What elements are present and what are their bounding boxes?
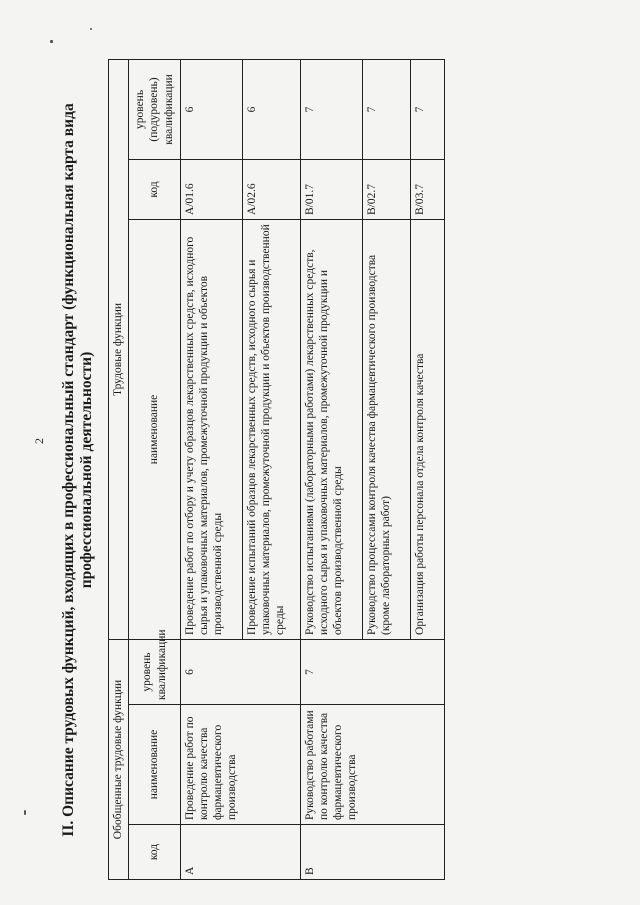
- group-code: B: [301, 825, 445, 880]
- scan-speck: [50, 40, 53, 43]
- function-name: Проведение работ по отбору и учету образцов лекарственных средств, исходного сырья и упаковочных материалов, промежуточной продукции и объектов производственной среды: [181, 219, 243, 639]
- function-code: B/01.7: [301, 159, 363, 219]
- function-code: B/03.7: [411, 159, 445, 219]
- section-title-line1: II. Описание трудовых функций, входящих в профессиональный стандарт (функциональная карта вида: [60, 103, 77, 837]
- group-name: Руководство работами по контролю качества фармацевтического производства: [301, 705, 445, 825]
- header-level: уровень квалификации: [129, 639, 181, 704]
- functions-table: [108, 59, 445, 880]
- function-level: 6: [243, 59, 301, 159]
- function-name: Организация работы персонала отдела контроля качества: [411, 219, 445, 639]
- function-code: B/02.7: [363, 159, 411, 219]
- function-level: 7: [363, 59, 411, 159]
- header-tf-code: код: [129, 159, 181, 219]
- function-code: A/02.6: [243, 159, 301, 219]
- table-row: [301, 59, 363, 879]
- function-name: Руководство испытаниями (лабораторными работами) лекарственных средств, исходного сырья и упаковочных материалов, промежуточной продукции и объектов производственной среды: [301, 219, 363, 639]
- rotated-content: [60, 60, 640, 880]
- scan-speck: [24, 810, 26, 815]
- header-name: наименование: [129, 705, 181, 825]
- group-level: 6: [181, 639, 301, 704]
- function-level: 7: [301, 59, 363, 159]
- header-tf-level: уровень (подуровень) квалификации: [129, 59, 181, 159]
- table-row: [181, 59, 243, 879]
- function-code: A/01.6: [181, 159, 243, 219]
- header-tf-name: наименование: [129, 219, 181, 639]
- group-level: 7: [301, 639, 445, 704]
- header-code: код: [129, 825, 181, 880]
- section-title-line2: профессиональной деятельности): [77, 351, 95, 589]
- header-generalized: Обобщенные трудовые функции: [109, 639, 129, 879]
- function-level: 7: [411, 59, 445, 159]
- group-code: A: [181, 825, 301, 880]
- page-number: 2: [32, 438, 46, 444]
- function-name: Руководство процессами контроля качества фармацевтического производства (кроме лабораторных работ): [363, 219, 411, 639]
- function-name: Проведение испытаний образцов лекарственных средств, исходного сырья и упаковочных материалов, промежуточной продукции и объектов производственной среды: [243, 219, 301, 639]
- scan-speck: [90, 28, 92, 30]
- section-title: [60, 60, 108, 880]
- group-name: Проведение работ по контролю качества фармацевтического производства: [181, 705, 301, 825]
- function-level: 6: [181, 59, 243, 159]
- header-labor: Трудовые функции: [109, 59, 129, 639]
